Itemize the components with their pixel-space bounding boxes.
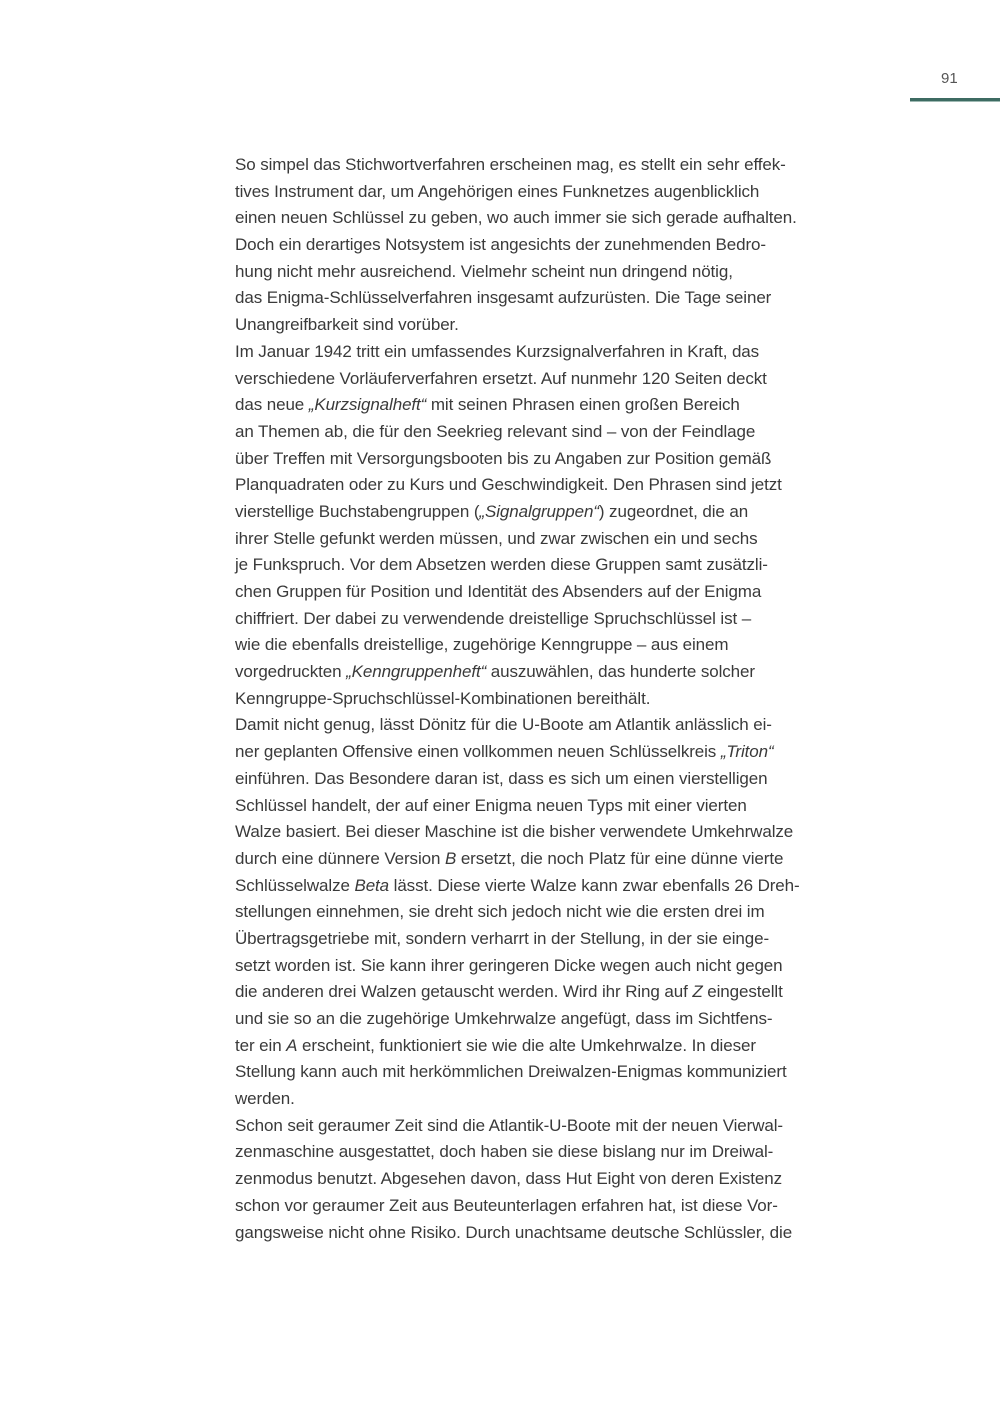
text-line xyxy=(235,979,905,1006)
text-line xyxy=(235,205,905,232)
text-segment: Im Januar 1942 tritt ein umfassendes Kurzsignalverfahren in Kraft, das xyxy=(235,341,760,361)
text-line xyxy=(235,1166,905,1193)
text-segment: Schlüsselwalze xyxy=(235,875,355,895)
text-segment: Kenngruppe-Spruchschlüssel-Kombinationen bereithält. xyxy=(235,688,651,708)
text-line xyxy=(235,659,905,686)
text-line xyxy=(235,526,905,553)
text-line xyxy=(235,819,905,846)
text-line xyxy=(235,1033,905,1060)
text-segment: an Themen ab, die für den Seekrieg relevant sind – von der Feindlage xyxy=(235,421,756,441)
text-line xyxy=(235,1220,905,1247)
text-segment: vierstellige Buchstabengruppen ( xyxy=(235,501,480,521)
text-segment: eingestellt xyxy=(702,982,783,1002)
text-line xyxy=(235,259,905,286)
text-segment: Übertragsgetriebe mit, sondern verharrt in der Stellung, in der sie einge- xyxy=(235,928,770,948)
text-segment: einen neuen Schlüssel zu geben, wo auch immer sie sich gerade aufhalten. xyxy=(235,208,797,228)
text-segment: Schlüssel handelt, der auf einer Enigma neuen Typs mit einer vierten xyxy=(235,795,747,815)
text-segment: lässt. Diese vierte Walze kann zwar ebenfalls 26 Dreh- xyxy=(389,875,800,895)
text-line xyxy=(235,312,905,339)
text-segment: hung nicht mehr ausreichend. Vielmehr scheint nun dringend nötig, xyxy=(235,261,733,281)
text-segment: über Treffen mit Versorgungsbooten bis zu Angaben zur Position gemäß xyxy=(235,448,772,468)
text-segment: Doch ein derartiges Notsystem ist angesichts der zunehmenden Bedro- xyxy=(235,235,766,255)
text-segment: setzt worden ist. Sie kann ihrer geringeren Dicke wegen auch nicht gegen xyxy=(235,955,783,975)
text-segment: und sie so an die zugehörige Umkehrwalze angefügt, dass im Sichtfens- xyxy=(235,1009,773,1028)
italic-term: B xyxy=(444,848,457,868)
italic-term: „Kenngruppenheft“ xyxy=(346,662,487,682)
italic-term: A xyxy=(286,1035,298,1055)
text-segment: je Funkspruch. Vor dem Absetzen werden diese Gruppen samt zusätzli- xyxy=(235,555,768,575)
text-segment: stellungen einnehmen, sie dreht sich jedoch nicht wie die ersten drei im xyxy=(235,902,765,922)
text-segment: Unangreifbarkeit sind vorüber. xyxy=(235,315,459,335)
text-segment: Walze basiert. Bei dieser Maschine ist die bisher verwendete Umkehrwalze xyxy=(235,822,794,842)
page-number: 91 xyxy=(941,70,958,87)
italic-term: „Signalgruppen“ xyxy=(479,501,599,521)
text-line xyxy=(235,179,905,206)
text-line xyxy=(235,632,905,659)
text-segment: Planquadraten oder zu Kurs und Geschwindigkeit. Den Phrasen sind jetzt xyxy=(235,475,782,495)
text-segment: ner geplanten Offensive einen vollkommen neuen Schlüsselkreis xyxy=(235,742,721,762)
text-line xyxy=(235,1086,905,1113)
text-line xyxy=(235,419,905,446)
italic-term: Beta xyxy=(354,875,390,895)
text-segment: erscheint, funktioniert sie wie die alte Umkehrwalze. In dieser xyxy=(297,1035,756,1055)
text-segment: auszuwählen, das hunderte solcher xyxy=(486,662,755,682)
text-line xyxy=(235,766,905,793)
text-line xyxy=(235,366,905,393)
text-segment: schon vor geraumer Zeit aus Beuteunterlagen erfahren hat, ist diese Vor- xyxy=(235,1195,778,1215)
text-line xyxy=(235,1139,905,1166)
text-line xyxy=(235,926,905,953)
text-line xyxy=(235,499,905,526)
text-segment: chiffriert. Der dabei zu verwendende dreistellige Spruchschlüssel ist – xyxy=(235,608,752,628)
text-segment: zenmaschine ausgestattet, doch haben sie diese bislang nur im Dreiwal- xyxy=(235,1142,774,1162)
text-segment: wie die ebenfalls dreistellige, zugehörige Kenngruppe – aus einem xyxy=(235,635,729,655)
text-segment: So simpel das Stichwortverfahren erscheinen mag, es stellt ein sehr effek- xyxy=(235,155,786,174)
text-line xyxy=(235,953,905,980)
text-line xyxy=(235,579,905,606)
text-segment: Schon seit geraumer Zeit sind die Atlantik-U-Boote mit der neuen Vierwal- xyxy=(235,1115,783,1135)
text-segment: verschiedene Vorläuferverfahren ersetzt. Auf nunmehr 120 Seiten deckt xyxy=(235,368,767,388)
text-line xyxy=(235,686,905,713)
text-line xyxy=(235,1059,905,1086)
text-segment: ersetzt, die noch Platz für eine dünne vierte xyxy=(456,848,784,868)
text-segment: ) zugeordnet, die an xyxy=(598,501,749,521)
text-segment: einführen. Das Besondere daran ist, dass es sich um einen vierstelligen xyxy=(235,768,768,788)
text-line xyxy=(235,846,905,873)
text-segment: Damit nicht genug, lässt Dönitz für die U-Boote am Atlantik anlässlich ei- xyxy=(235,715,772,735)
text-line xyxy=(235,899,905,926)
text-line xyxy=(235,232,905,259)
text-segment: vorgedruckten xyxy=(235,662,347,682)
body-text xyxy=(235,152,905,1246)
text-segment: die anderen drei Walzen getauscht werden. Wird ihr Ring auf xyxy=(235,982,693,1002)
text-line xyxy=(235,285,905,312)
text-line xyxy=(235,606,905,633)
text-segment: gangsweise nicht ohne Risiko. Durch unachtsame deutsche Schlüssler, die xyxy=(235,1222,793,1242)
text-segment: mit seinen Phrasen einen großen Bereich xyxy=(426,395,740,415)
text-line xyxy=(235,793,905,820)
text-line xyxy=(235,552,905,579)
text-segment: ter ein xyxy=(235,1035,287,1055)
text-line xyxy=(235,152,905,179)
text-line xyxy=(235,1193,905,1220)
text-line xyxy=(235,712,905,739)
text-segment: Stellung kann auch mit herkömmlichen Dreiwalzen-Enigmas kommuniziert xyxy=(235,1062,787,1082)
italic-term: Z xyxy=(692,982,703,1002)
text-segment: das Enigma-Schlüsselverfahren insgesamt aufzurüsten. Die Tage seiner xyxy=(235,288,772,308)
header-rule xyxy=(910,98,1000,102)
text-line xyxy=(235,1113,905,1140)
text-segment: zenmodus benutzt. Abgesehen davon, dass Hut Eight von deren Existenz xyxy=(235,1169,783,1189)
text-segment: das neue xyxy=(235,395,309,415)
text-segment: chen Gruppen für Position und Identität des Absenders auf der Enigma xyxy=(235,582,762,601)
text-segment: tives Instrument dar, um Angehörigen eines Funknetzes augenblicklich xyxy=(235,181,760,201)
text-segment: werden. xyxy=(235,1089,295,1109)
text-line xyxy=(235,472,905,499)
text-line xyxy=(235,739,905,766)
text-line xyxy=(235,873,905,900)
text-segment: ihrer Stelle gefunkt werden müssen, und zwar zwischen ein und sechs xyxy=(235,528,758,548)
italic-term: „Kurzsignalheft“ xyxy=(308,395,427,415)
text-segment: durch eine dünnere Version xyxy=(235,848,445,868)
italic-term: „Triton“ xyxy=(720,742,774,762)
text-line xyxy=(235,446,905,473)
text-line xyxy=(235,339,905,366)
text-line xyxy=(235,392,905,419)
text-line xyxy=(235,1006,905,1033)
